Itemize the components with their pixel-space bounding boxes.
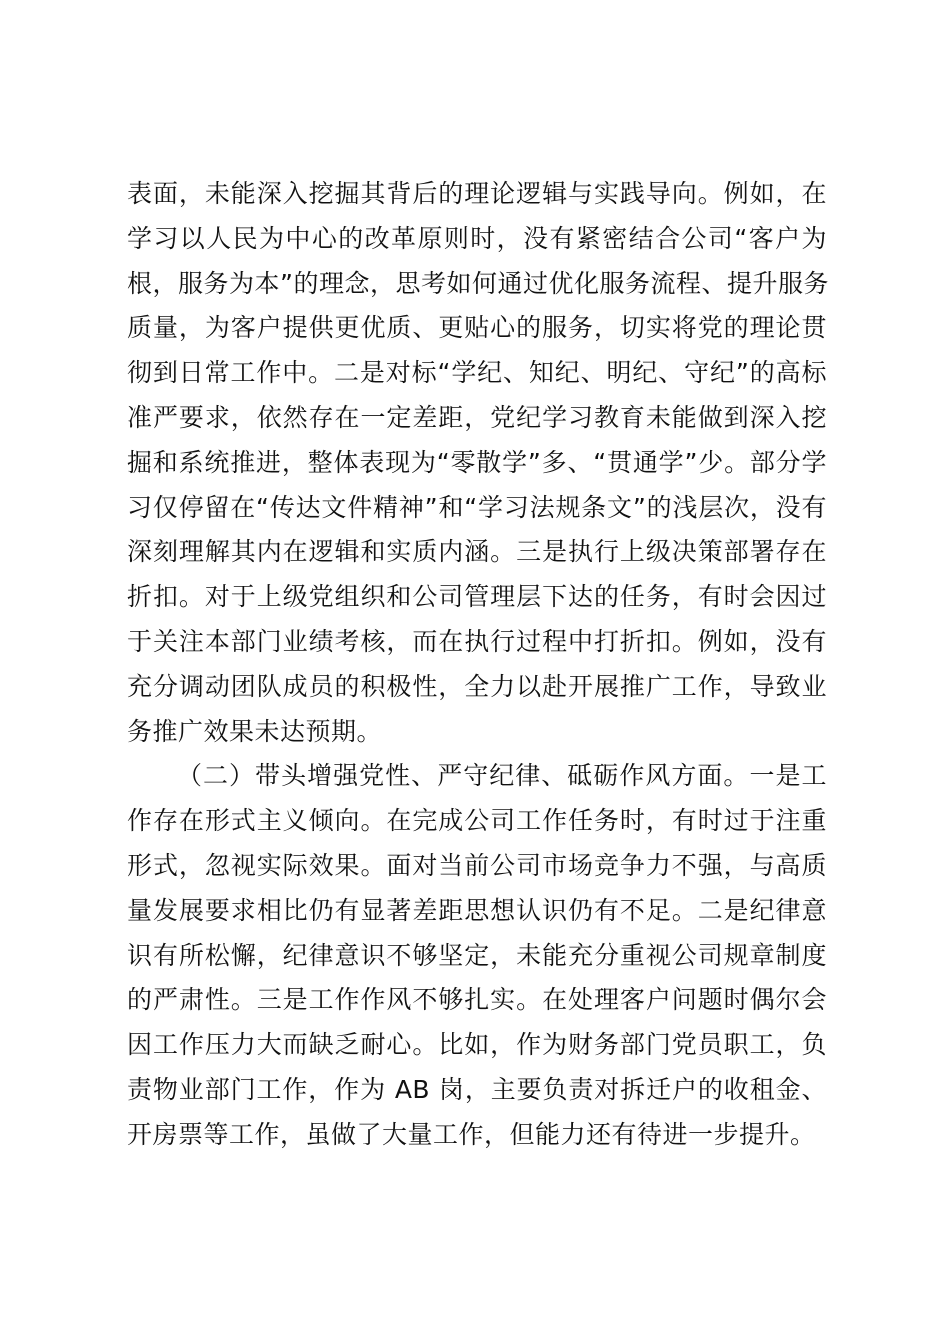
- text-line: 掘和系统推进，整体表现为“零散学”多、“贯通学”少。部分学: [127, 447, 827, 477]
- text-line: 彻到日常工作中。二是对标“学纪、知纪、明纪、守纪”的高标: [127, 358, 827, 388]
- text-line: 务推广效果未达预期。: [127, 716, 383, 746]
- text-line: 充分调动团队成员的积极性，全力以赴开展推广工作，导致业: [127, 671, 827, 701]
- text-line: 的严肃性。三是工作作风不够扎实。在处理客户问题时偶尔会: [127, 985, 827, 1015]
- text-line: 因工作压力大而缺乏耐心。比如，作为财务部门党员职工，负: [127, 1030, 827, 1060]
- text-line: 深刻理解其内在逻辑和实质内涵。三是执行上级决策部署存在: [127, 537, 827, 567]
- paragraph-1: [127, 172, 827, 754]
- text-line: 责物业部门工作，作为 AB 岗，主要负责对拆迁户的收租金、: [127, 1074, 827, 1104]
- text-line: 量发展要求相比仍有显著差距思想认识仍有不足。二是纪律意: [127, 895, 827, 925]
- text-line: 根，服务为本”的理念，思考如何通过优化服务流程、提升服务: [127, 268, 829, 298]
- text-line: 折扣。对于上级党组织和公司管理层下达的任务，有时会因过: [127, 582, 827, 612]
- document-body: [127, 172, 827, 1158]
- text-line: 识有所松懈，纪律意识不够坚定，未能充分重视公司规章制度: [127, 940, 827, 970]
- paragraph-2: [127, 754, 827, 1157]
- section-heading-line: （二）带头增强党性、严守纪律、砥砺作风方面。一是工: [177, 761, 827, 791]
- text-line: 质量，为客户提供更优质、更贴心的服务，切实将党的理论贯: [127, 313, 827, 343]
- text-line: 准严要求，依然存在一定差距，党纪学习教育未能做到深入挖: [127, 402, 827, 432]
- text-line: 表面，未能深入挖掘其背后的理论逻辑与实践导向。例如，在: [127, 179, 827, 208]
- text-line: 作存在形式主义倾向。在完成公司工作任务时，有时过于注重: [127, 806, 827, 836]
- text-line: 学习以人民为中心的改革原则时，没有紧密结合公司“客户为: [127, 223, 827, 253]
- text-line: 习仅停留在“传达文件精神”和“学习法规条文”的浅层次，没有: [127, 492, 827, 522]
- text-line: 形式，忽视实际效果。面对当前公司市场竞争力不强，与高质: [127, 850, 827, 880]
- text-line: 开房票等工作，虽做了大量工作，但能力还有待进一步提升。: [127, 1119, 816, 1149]
- text-line: 于关注本部门业绩考核，而在执行过程中打折扣。例如，没有: [127, 626, 827, 656]
